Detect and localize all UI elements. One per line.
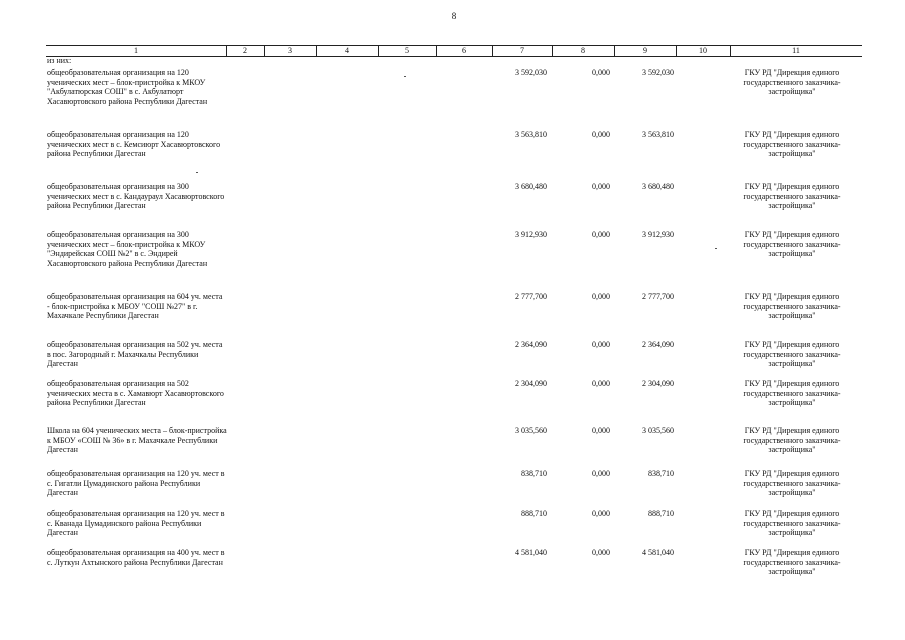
value-col-9: 3 035,560	[642, 426, 674, 435]
object-name: общеобразовательная организация на 120 ученических мест – блок-пристройка к МКОУ "Акбулатюрская СОШ" в с. Акбулатюрт Хасавюртовского района Республики Дагестан	[47, 68, 208, 106]
value-col-9: 4 581,040	[642, 548, 674, 557]
value-col-8: 0,000	[592, 548, 610, 557]
value-col-8: 0,000	[592, 509, 610, 518]
value-col-7: 2 777,700	[515, 292, 547, 301]
object-name: общеобразовательная организация на 300 ученических мест в с. Кандаураул Хасавюртовского района Республики Дагестан	[47, 182, 225, 211]
value-col-9: 3 912,930	[642, 230, 674, 239]
value-col-9: 2 364,090	[642, 340, 674, 349]
header-col-5: 5	[405, 46, 409, 55]
value-col-9: 3 592,030	[642, 68, 674, 77]
value-col-7: 2 304,090	[515, 379, 547, 388]
customer: ГКУ РД "Дирекция единого государственного заказчика-застройщика"	[743, 426, 841, 455]
value-col-7: 4 581,040	[515, 548, 547, 557]
customer: ГКУ РД "Дирекция единого государственного заказчика-застройщика"	[743, 230, 841, 259]
customer: ГКУ РД "Дирекция единого государственного заказчика-застройщика"	[743, 68, 841, 97]
value-col-9: 3 680,480	[642, 182, 674, 191]
value-col-8: 0,000	[592, 182, 610, 191]
header-col-3: 3	[288, 46, 292, 55]
value-col-8: 0,000	[592, 130, 610, 139]
value-col-7: 838,710	[521, 469, 547, 478]
value-col-7: 3 035,560	[515, 426, 547, 435]
header-col-4: 4	[345, 46, 349, 55]
value-col-9: 888,710	[648, 509, 674, 518]
customer: ГКУ РД "Дирекция единого государственного заказчика-застройщика"	[743, 340, 841, 369]
intro-label: из них:	[47, 56, 72, 65]
customer: ГКУ РД "Дирекция единого государственного заказчика-застройщика"	[743, 379, 841, 408]
scan-speck	[715, 248, 717, 249]
customer: ГКУ РД "Дирекция единого государственного заказчика-застройщика"	[743, 469, 841, 498]
value-col-7: 3 680,480	[515, 182, 547, 191]
object-name: общеобразовательная организация на 400 уч. мест в с. Луткун Ахтынского района Республики Дагестан	[47, 548, 225, 567]
scan-speck	[404, 76, 406, 77]
value-col-7: 3 563,810	[515, 130, 547, 139]
value-col-7: 2 364,090	[515, 340, 547, 349]
value-col-8: 0,000	[592, 68, 610, 77]
value-col-7: 3 592,030	[515, 68, 547, 77]
value-col-8: 0,000	[592, 469, 610, 478]
value-col-9: 838,710	[648, 469, 674, 478]
value-col-9: 3 563,810	[642, 130, 674, 139]
object-name: общеобразовательная организация на 502 ученических места в с. Хамавюрт Хасавюртовского района Республики Дагестан	[47, 379, 224, 408]
value-col-9: 2 777,700	[642, 292, 674, 301]
value-col-7: 3 912,930	[515, 230, 547, 239]
scan-speck	[196, 172, 198, 173]
value-col-8: 0,000	[592, 426, 610, 435]
header-col-2: 2	[243, 46, 247, 55]
value-col-8: 0,000	[592, 340, 610, 349]
object-name: общеобразовательная организация на 604 уч. места - блок-пристройка к МБОУ "СОШ №27" в г. Махачкале Республики Дагестан	[47, 292, 223, 321]
customer: ГКУ РД "Дирекция единого государственного заказчика-застройщика"	[743, 182, 841, 211]
customer: ГКУ РД "Дирекция единого государственного заказчика-застройщика"	[743, 130, 841, 159]
header-col-1: 1	[134, 46, 138, 55]
customer: ГКУ РД "Дирекция единого государственного заказчика-застройщика"	[743, 548, 841, 577]
table-header	[46, 45, 862, 57]
value-col-8: 0,000	[592, 230, 610, 239]
value-col-8: 0,000	[592, 379, 610, 388]
customer: ГКУ РД "Дирекция единого государственного заказчика-застройщика"	[743, 292, 841, 321]
header-col-11: 11	[792, 46, 800, 55]
header-col-10: 10	[699, 46, 707, 55]
object-name: Школа на 604 ученических места – блок-пристройка к МБОУ «СОШ № 36» в г. Махачкале Республики Дагестан	[47, 426, 227, 455]
header-col-7: 7	[520, 46, 524, 55]
customer: ГКУ РД "Дирекция единого государственного заказчика-застройщика"	[743, 509, 841, 538]
header-col-6: 6	[462, 46, 466, 55]
object-name: общеобразовательная организация на 300 ученических мест – блок-пристройка к МКОУ "Эндирейская СОШ №2" в с. Эндирей Хасавюртовского района Республики Дагестан	[47, 230, 208, 268]
object-name: общеобразовательная организация на 502 уч. места в пос. Загородный г. Махачкалы Республики Дагестан	[47, 340, 223, 369]
object-name: общеобразовательная организация на 120 уч. мест в с. Гигатли Цумадинского района Республики Дагестан	[47, 469, 225, 498]
value-col-9: 2 304,090	[642, 379, 674, 388]
page-number: 8	[451, 11, 457, 21]
value-col-7: 888,710	[521, 509, 547, 518]
header-col-8: 8	[581, 46, 585, 55]
object-name: общеобразовательная организация на 120 ученических мест в с. Кемсиюрт Хасавюртовского района Республики Дагестан	[47, 130, 221, 159]
header-col-9: 9	[643, 46, 647, 55]
object-name: общеобразовательная организация на 120 уч. мест в с. Кванада Цумадинского района Республики Дагестан	[47, 509, 225, 538]
value-col-8: 0,000	[592, 292, 610, 301]
